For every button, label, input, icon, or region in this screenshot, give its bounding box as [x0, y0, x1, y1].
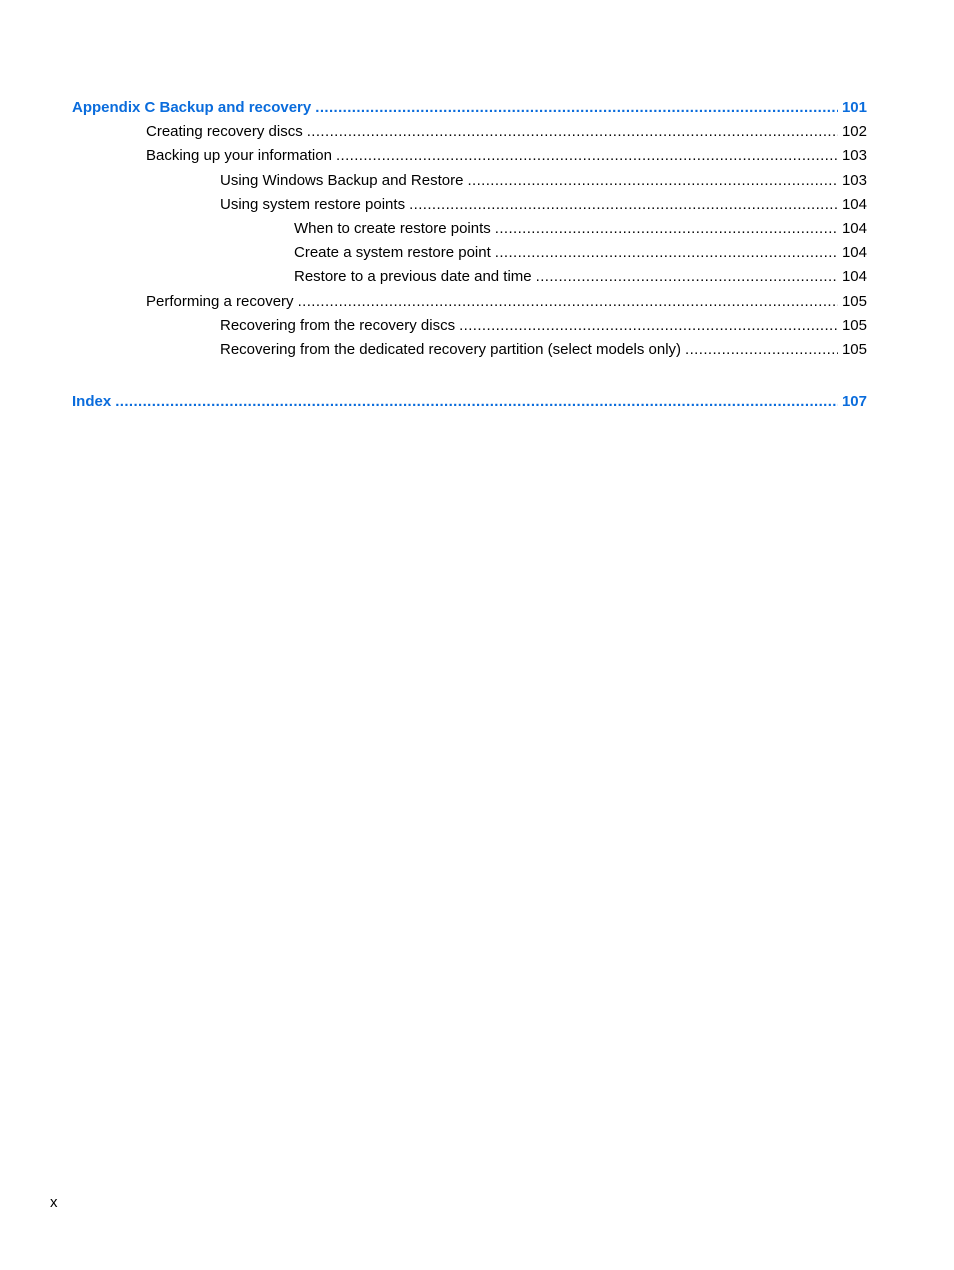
table-of-contents — [72, 96, 867, 414]
toc-page-number: 104 — [841, 268, 867, 286]
toc-entry-recovering-from-discs[interactable] — [72, 314, 867, 338]
toc-entry-title: Using Windows Backup and Restore — [220, 171, 464, 189]
toc-entry-title: Index — [72, 393, 112, 411]
toc-entry-system-restore-points[interactable] — [72, 193, 867, 217]
toc-entry-title: Restore to a previous date and time — [294, 268, 532, 286]
toc-entry-title: When to create restore points — [294, 219, 491, 237]
toc-entry-title: Recovering from the recovery discs — [220, 316, 456, 334]
toc-entry-title: Recovering from the dedicated recovery partition (select models only) — [220, 340, 682, 358]
toc-page-number: 102 — [841, 123, 867, 141]
toc-dot-leader — [315, 96, 838, 120]
toc-page-number: 103 — [841, 147, 867, 165]
toc-entry-creating-recovery-discs[interactable] — [72, 120, 867, 144]
toc-entry-restore-previous-date[interactable] — [72, 265, 867, 289]
toc-dot-leader — [467, 169, 838, 193]
toc-dot-leader — [115, 390, 838, 414]
toc-entry-create-system-restore-point[interactable] — [72, 241, 867, 265]
page-number: x — [50, 1194, 58, 1211]
toc-entry-title: Backing up your information — [146, 147, 332, 165]
toc-dot-leader — [459, 314, 838, 338]
toc-page-number: 101 — [841, 99, 867, 116]
toc-entry-backing-up-your-information[interactable] — [72, 144, 867, 168]
toc-entry-recovering-from-partition[interactable] — [72, 338, 867, 362]
toc-page-number: 104 — [841, 244, 867, 262]
toc-entry-title: Creating recovery discs — [146, 123, 303, 141]
toc-dot-leader — [307, 120, 838, 144]
toc-entry-title: Using system restore points — [220, 195, 406, 213]
toc-dot-leader — [409, 193, 838, 217]
toc-page-number: 103 — [841, 171, 867, 189]
toc-entry-appendix-c[interactable] — [72, 96, 867, 120]
toc-dot-leader — [336, 144, 838, 168]
toc-page-number: 105 — [841, 316, 867, 334]
toc-entry-title: Create a system restore point — [294, 244, 491, 262]
toc-page-number: 105 — [841, 292, 867, 310]
toc-page-number: 107 — [841, 393, 867, 411]
toc-entry-title: Performing a recovery — [146, 292, 294, 310]
toc-dot-leader — [298, 290, 838, 314]
toc-dot-leader — [536, 265, 838, 289]
toc-entry-when-to-create-restore-points[interactable] — [72, 217, 867, 241]
toc-dot-leader — [495, 241, 838, 265]
toc-dot-leader — [685, 338, 838, 362]
toc-page-number: 104 — [841, 219, 867, 237]
toc-entry-performing-a-recovery[interactable] — [72, 290, 867, 314]
toc-entry-index[interactable] — [72, 390, 867, 414]
toc-dot-leader — [495, 217, 838, 241]
toc-entry-windows-backup-and-restore[interactable] — [72, 169, 867, 193]
toc-page-number: 104 — [841, 195, 867, 213]
toc-entry-title: Appendix C Backup and recovery — [72, 99, 312, 116]
toc-page-number: 105 — [841, 340, 867, 358]
